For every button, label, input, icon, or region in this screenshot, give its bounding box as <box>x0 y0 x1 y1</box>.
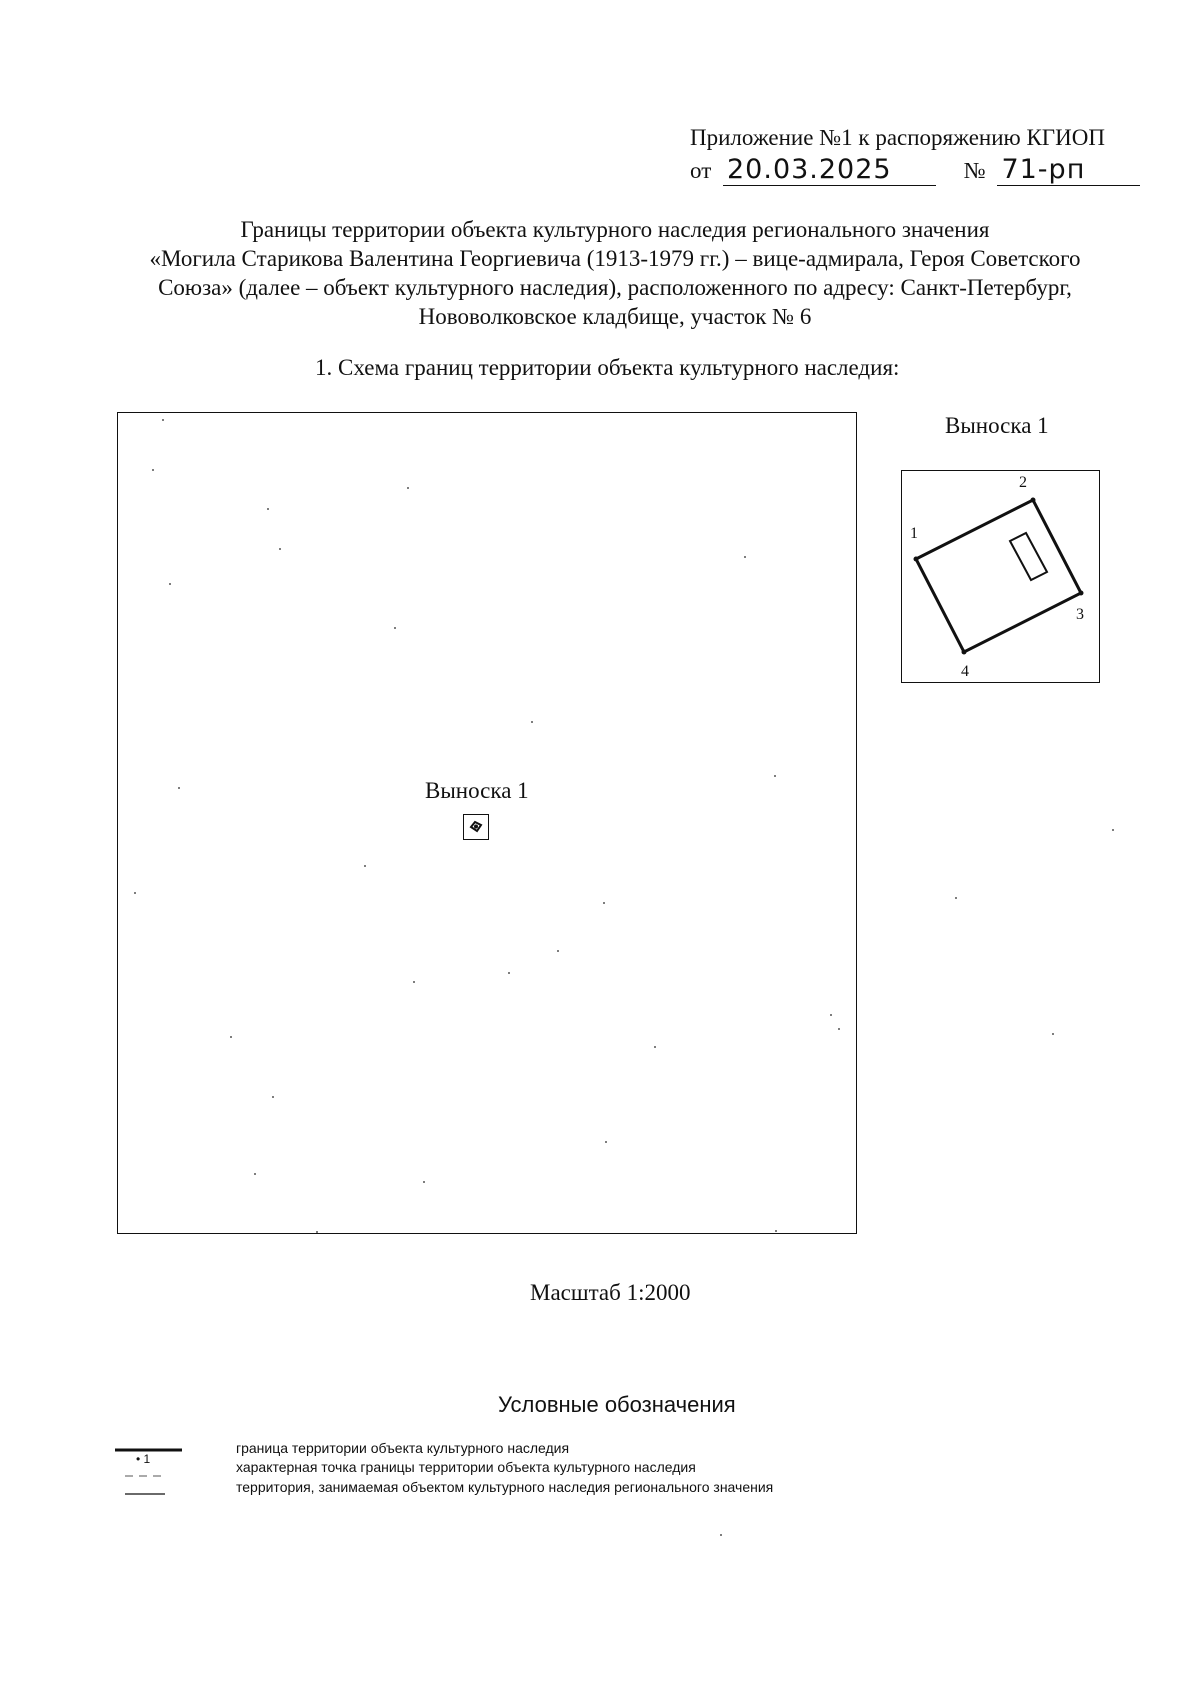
legend-point-symbol: • 1 <box>136 1452 151 1466</box>
title-line: «Могила Старикова Валентина Георгиевича (1913-1979 гг.) – вице-адмирала, Героя Советского <box>149 246 1081 271</box>
title-line: Союза» (далее – объект культурного наследия), расположенного по адресу: Санкт-Петербург, <box>158 275 1072 300</box>
boundary-point-label: 1 <box>910 525 918 542</box>
legend-item-text: граница территории объекта культурного наследия <box>236 1440 570 1456</box>
legend-title: Условные обозначения <box>498 1392 736 1417</box>
boundary-point-label: 2 <box>1019 474 1027 491</box>
map-callout-label: Выноска 1 <box>425 778 529 803</box>
map-scale: Масштаб 1:2000 <box>530 1280 691 1305</box>
boundary-point-marker <box>1079 591 1084 596</box>
boundary-polygon <box>916 500 1081 652</box>
number-sign: № <box>963 158 986 183</box>
boundary-point-label: 4 <box>961 663 969 680</box>
boundary-point-label: 3 <box>1076 606 1084 623</box>
inset-callout-frame <box>901 470 1100 683</box>
handwritten-date: 20.03.2025 <box>723 155 936 186</box>
monument-footprint <box>1010 533 1047 580</box>
section-heading: 1. Схема границ территории объекта культурного наследия: <box>315 355 900 380</box>
legend-item-text: территория, занимаемая объектом культурного наследия регионального значения <box>236 1479 774 1495</box>
handwritten-order-number: 71-рп <box>997 155 1140 186</box>
inset-boundary-diagram <box>902 471 1099 682</box>
legend-dashed-line-symbol <box>115 1472 185 1498</box>
inset-label: Выноска 1 <box>945 413 1049 438</box>
boundary-point-marker <box>962 650 967 655</box>
legend-item-text: характерная точка границы территории объекта культурного наследия <box>236 1459 696 1475</box>
appendix-header: Приложение №1 к распоряжению КГИОП <box>690 125 1105 150</box>
boundary-point-marker <box>1031 498 1036 503</box>
title-line: Нововолковское кладбище, участок № 6 <box>418 304 812 329</box>
title-line: Границы территории объекта культурного наследия регионального значения <box>240 217 990 242</box>
from-prefix: от <box>690 158 712 183</box>
boundary-point-marker <box>914 557 919 562</box>
